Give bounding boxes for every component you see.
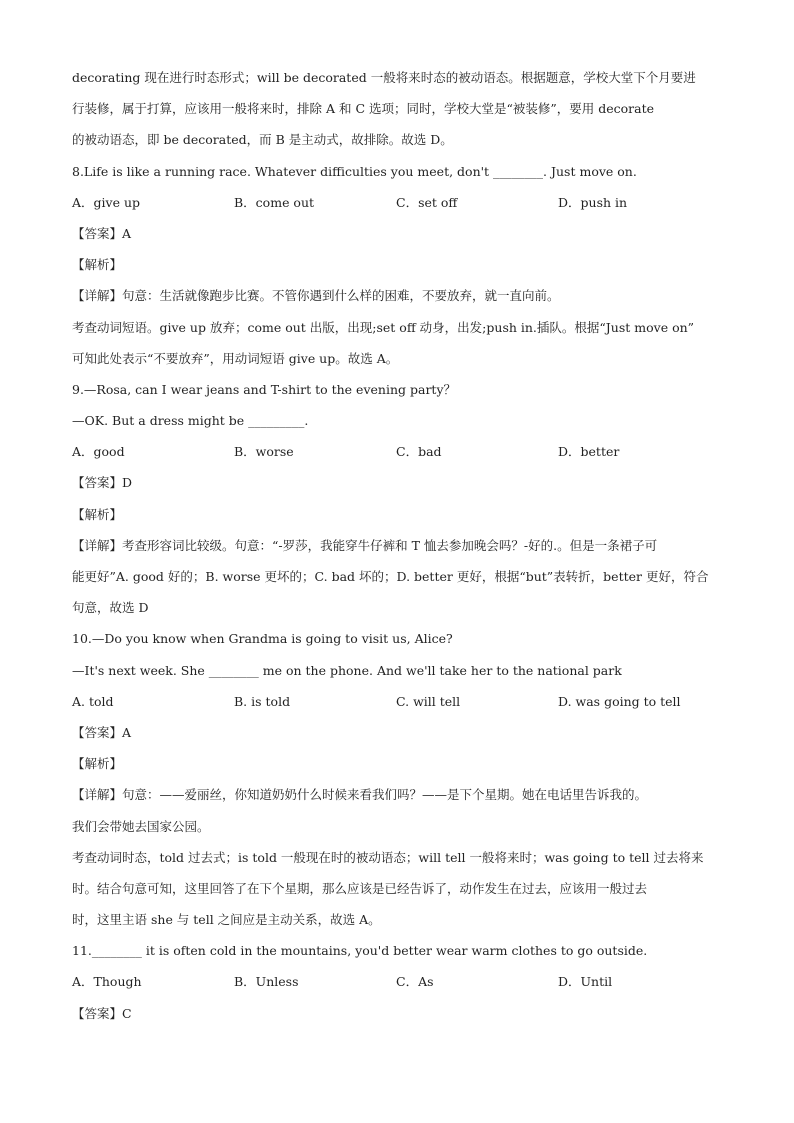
option-a: A. told: [72, 693, 114, 709]
intro-line: 行装修，属于打算，应该用一般将来时，排除 A 和 C 选项；同时，学校大堂是“被装修”，要用 decorate: [72, 101, 655, 117]
question-10-detail: 考查动词时态，told 过去式；is told 一般现在时的被动语态；will tell 一般将来时；was going to tell 过去将来: [72, 849, 704, 865]
question-10-detail: 时，这里主语 she 与 tell 之间应是主动关系，故选 A。: [72, 912, 381, 928]
option-b: B．come out: [234, 194, 315, 210]
question-10-stem: —It's next week. She ________ me on the phone. And we'll take her to the national park: [72, 662, 622, 678]
question-8-answer: 【答案】A: [72, 225, 132, 241]
question-9-detail: 【详解】考查形容词比较级。句意：“-罗莎，我能穿牛仔裤和 T 恤去参加晚会吗？-好的.。但是一条裙子可: [72, 537, 658, 553]
intro-line: 的被动语态，即 be decorated，而 B 是主动式，故排除。故选 D。: [72, 132, 453, 148]
option-d: D. was going to tell: [558, 693, 681, 709]
option-b: B．Unless: [234, 974, 299, 990]
option-a: A．good: [72, 444, 125, 460]
question-8-analysis-label: 【解析】: [72, 257, 123, 273]
question-10-answer: 【答案】A: [72, 724, 132, 740]
question-10-detail: 我们会带她去国家公园。: [72, 818, 210, 834]
question-9-options: [72, 436, 732, 467]
option-c: C．set off: [396, 194, 458, 210]
option-c: C．As: [396, 974, 434, 990]
question-9-stem: —OK. But a dress might be _________.: [72, 413, 309, 429]
question-10-analysis-label: 【解析】: [72, 756, 123, 772]
question-9-detail: 句意，故选 D: [72, 600, 149, 616]
question-10-options: [72, 686, 732, 717]
question-11-answer: 【答案】C: [72, 1005, 132, 1021]
question-9-detail: 能更好”A. good 好的；B. worse 更坏的；C. bad 坏的；D. better 更好，根据“but”表转折，better 更好，符合: [72, 569, 709, 584]
option-c: C. will tell: [396, 693, 461, 709]
question-8-stem: 8.Life is like a running race. Whatever difficulties you meet, don't ________. Just move on.: [72, 163, 637, 179]
intro-line: decorating 现在进行时态形式；will be decorated 一般将来时态的被动语态。根据题意，学校大堂下个月要进: [72, 70, 696, 85]
option-d: D．Until: [558, 974, 613, 990]
question-9-stem: 9.—Rosa, can I wear jeans and T-shirt to the evening party？: [72, 381, 457, 397]
option-b: B. is told: [234, 693, 291, 709]
question-8-detail: 可知此处表示“不要放弃”，用动词短语 give up。故选 A。: [72, 350, 399, 366]
question-10-stem: 10.—Do you know when Grandma is going to visit us, Alice?: [72, 631, 453, 647]
question-9-answer: 【答案】D: [72, 475, 133, 491]
question-10-detail: 【详解】句意：——爱丽丝，你知道奶奶什么时候来看我们吗？——是下个星期。她在电话里告诉我的。: [72, 787, 648, 803]
option-c: C．bad: [396, 444, 442, 460]
document-page: [72, 62, 732, 1029]
option-b: B．worse: [234, 444, 294, 460]
question-8-detail: 考查动词短语。give up 放弃；come out 出版，出现;set off 动身，出发;push in.插队。根据“Just move on”: [72, 319, 695, 335]
option-a: A．Though: [72, 974, 142, 990]
option-a: A．give up: [72, 194, 141, 210]
option-d: D．better: [558, 444, 620, 460]
question-11-stem: 11.________ it is often cold in the mountains, you'd better wear warm clothes to go outside.: [72, 943, 648, 959]
question-8-options: [72, 187, 732, 218]
option-d: D．push in: [558, 194, 628, 210]
question-8-detail: 【详解】句意：生活就像跑步比赛。不管你遇到什么样的困难，不要放弃，就一直向前。: [72, 288, 560, 304]
question-9-analysis-label: 【解析】: [72, 506, 123, 522]
question-11-options: [72, 966, 732, 997]
question-10-detail: 时。结合句意可知，这里回答了在下个星期，那么应该是已经告诉了，动作发生在过去，应该用一般过去: [72, 880, 648, 896]
